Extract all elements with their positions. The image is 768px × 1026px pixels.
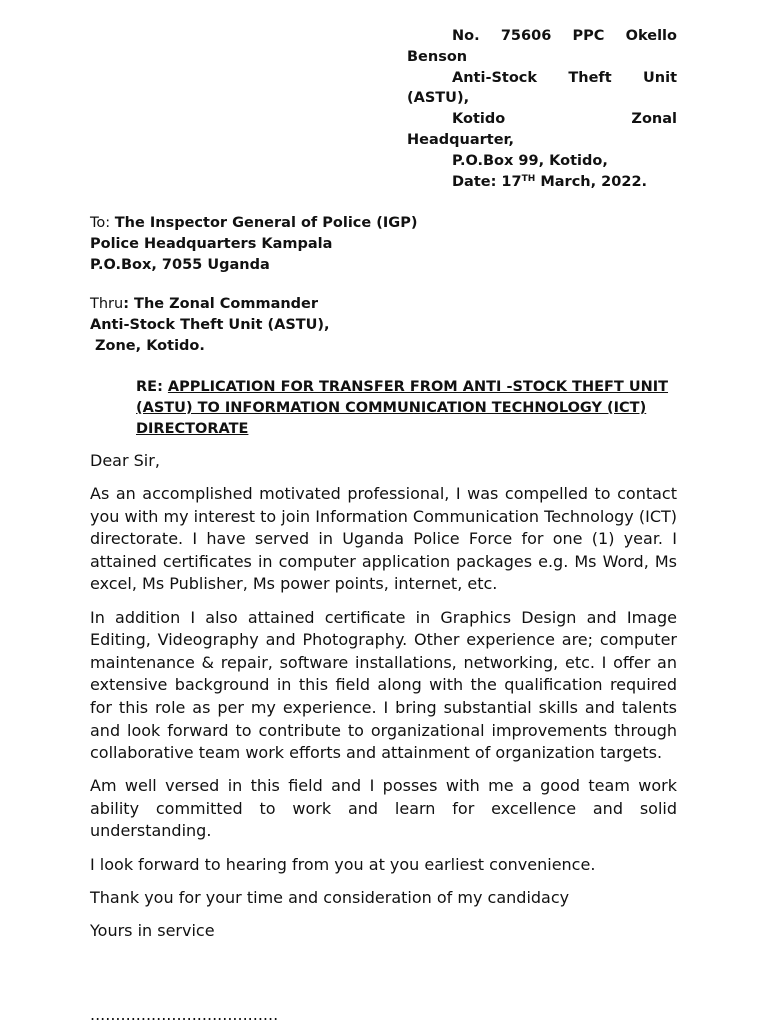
letter-body xyxy=(90,450,677,953)
sender-line-1b: Benson xyxy=(407,48,468,65)
recipient-name: The Inspector General of Police (IGP) xyxy=(114,215,418,231)
recipient-block xyxy=(90,213,417,275)
sender-line-1: No. 75606 PPC Okello xyxy=(452,28,677,44)
paragraph-1: As an accomplished motivated professional, I was compelled to contact you with my interest to join Information Communication Technology (ICT) directorate. I have served in Uganda Police Force for one (1) year. I attained certificates in computer application packages e.g. Ms Word, Ms excel, Ms Publisher, Ms power points, internet, etc. xyxy=(90,484,677,594)
subject-text: APPLICATION FOR TRANSFER FROM ANTI -STOCK THEFT UNIT (ASTU) TO INFORMATION COMMUNICATION TECHNOLOGY (ICT) DIRECTORATE xyxy=(136,379,669,437)
subject-prefix: RE: xyxy=(136,379,168,395)
paragraph-3: Am well versed in this field and I posses with me a good team work ability committed to work and learn for excellence and solid understanding. xyxy=(90,776,677,841)
date-suffix: March, 2022. xyxy=(535,173,648,190)
sender-address xyxy=(407,26,677,192)
thru-line-2: Anti-Stock Theft Unit (ASTU), xyxy=(90,316,330,333)
thru-line-1 xyxy=(90,294,330,315)
thru-prefix: Thru xyxy=(90,296,124,312)
paragraph-5: Thank you for your time and consideration of my candidacy xyxy=(90,887,570,907)
sender-line-2b: (ASTU), xyxy=(407,90,470,107)
signature-line: ..................................... xyxy=(90,1005,279,1024)
closing: Yours in service xyxy=(90,920,215,940)
sender-line-4: P.O.Box 99, Kotido, xyxy=(452,152,608,169)
sender-line-2: Anti-Stock Theft Unit xyxy=(452,69,677,86)
recipient-line-2: Police Headquarters Kampala xyxy=(90,235,333,252)
salutation: Dear Sir, xyxy=(90,451,160,470)
paragraph-2: In addition I also attained certificate in Graphics Design and Image Editing, Videography and Photography. Other experience are; computer maintenance & repair, software installations, networking, etc. I offer an extensive background in this field along with the qualification required for this role as per my experience. I bring substantial skills and talents and look forward to contribute to organizational improvements through collaborative team work efforts and attainment of organization targets. xyxy=(90,607,677,763)
date-prefix: Date: 17 xyxy=(452,173,522,190)
thru-block xyxy=(90,294,330,356)
recipient-line-3: P.O.Box, 7055 Uganda xyxy=(90,256,270,273)
thru-line-3: Zone, Kotido. xyxy=(95,337,205,354)
sender-date xyxy=(407,172,677,193)
date-superscript: TH xyxy=(521,173,536,184)
sender-line-3b: Headquarter, xyxy=(407,131,515,148)
paragraph-4: I look forward to hearing from you at you earliest convenience. xyxy=(90,854,596,874)
subject-line xyxy=(136,377,681,439)
to-prefix: To: xyxy=(90,215,115,231)
sender-line-3: Kotido Zonal xyxy=(452,111,677,128)
recipient-line-1 xyxy=(90,213,417,234)
thru-name: : The Zonal Commander xyxy=(123,296,319,312)
